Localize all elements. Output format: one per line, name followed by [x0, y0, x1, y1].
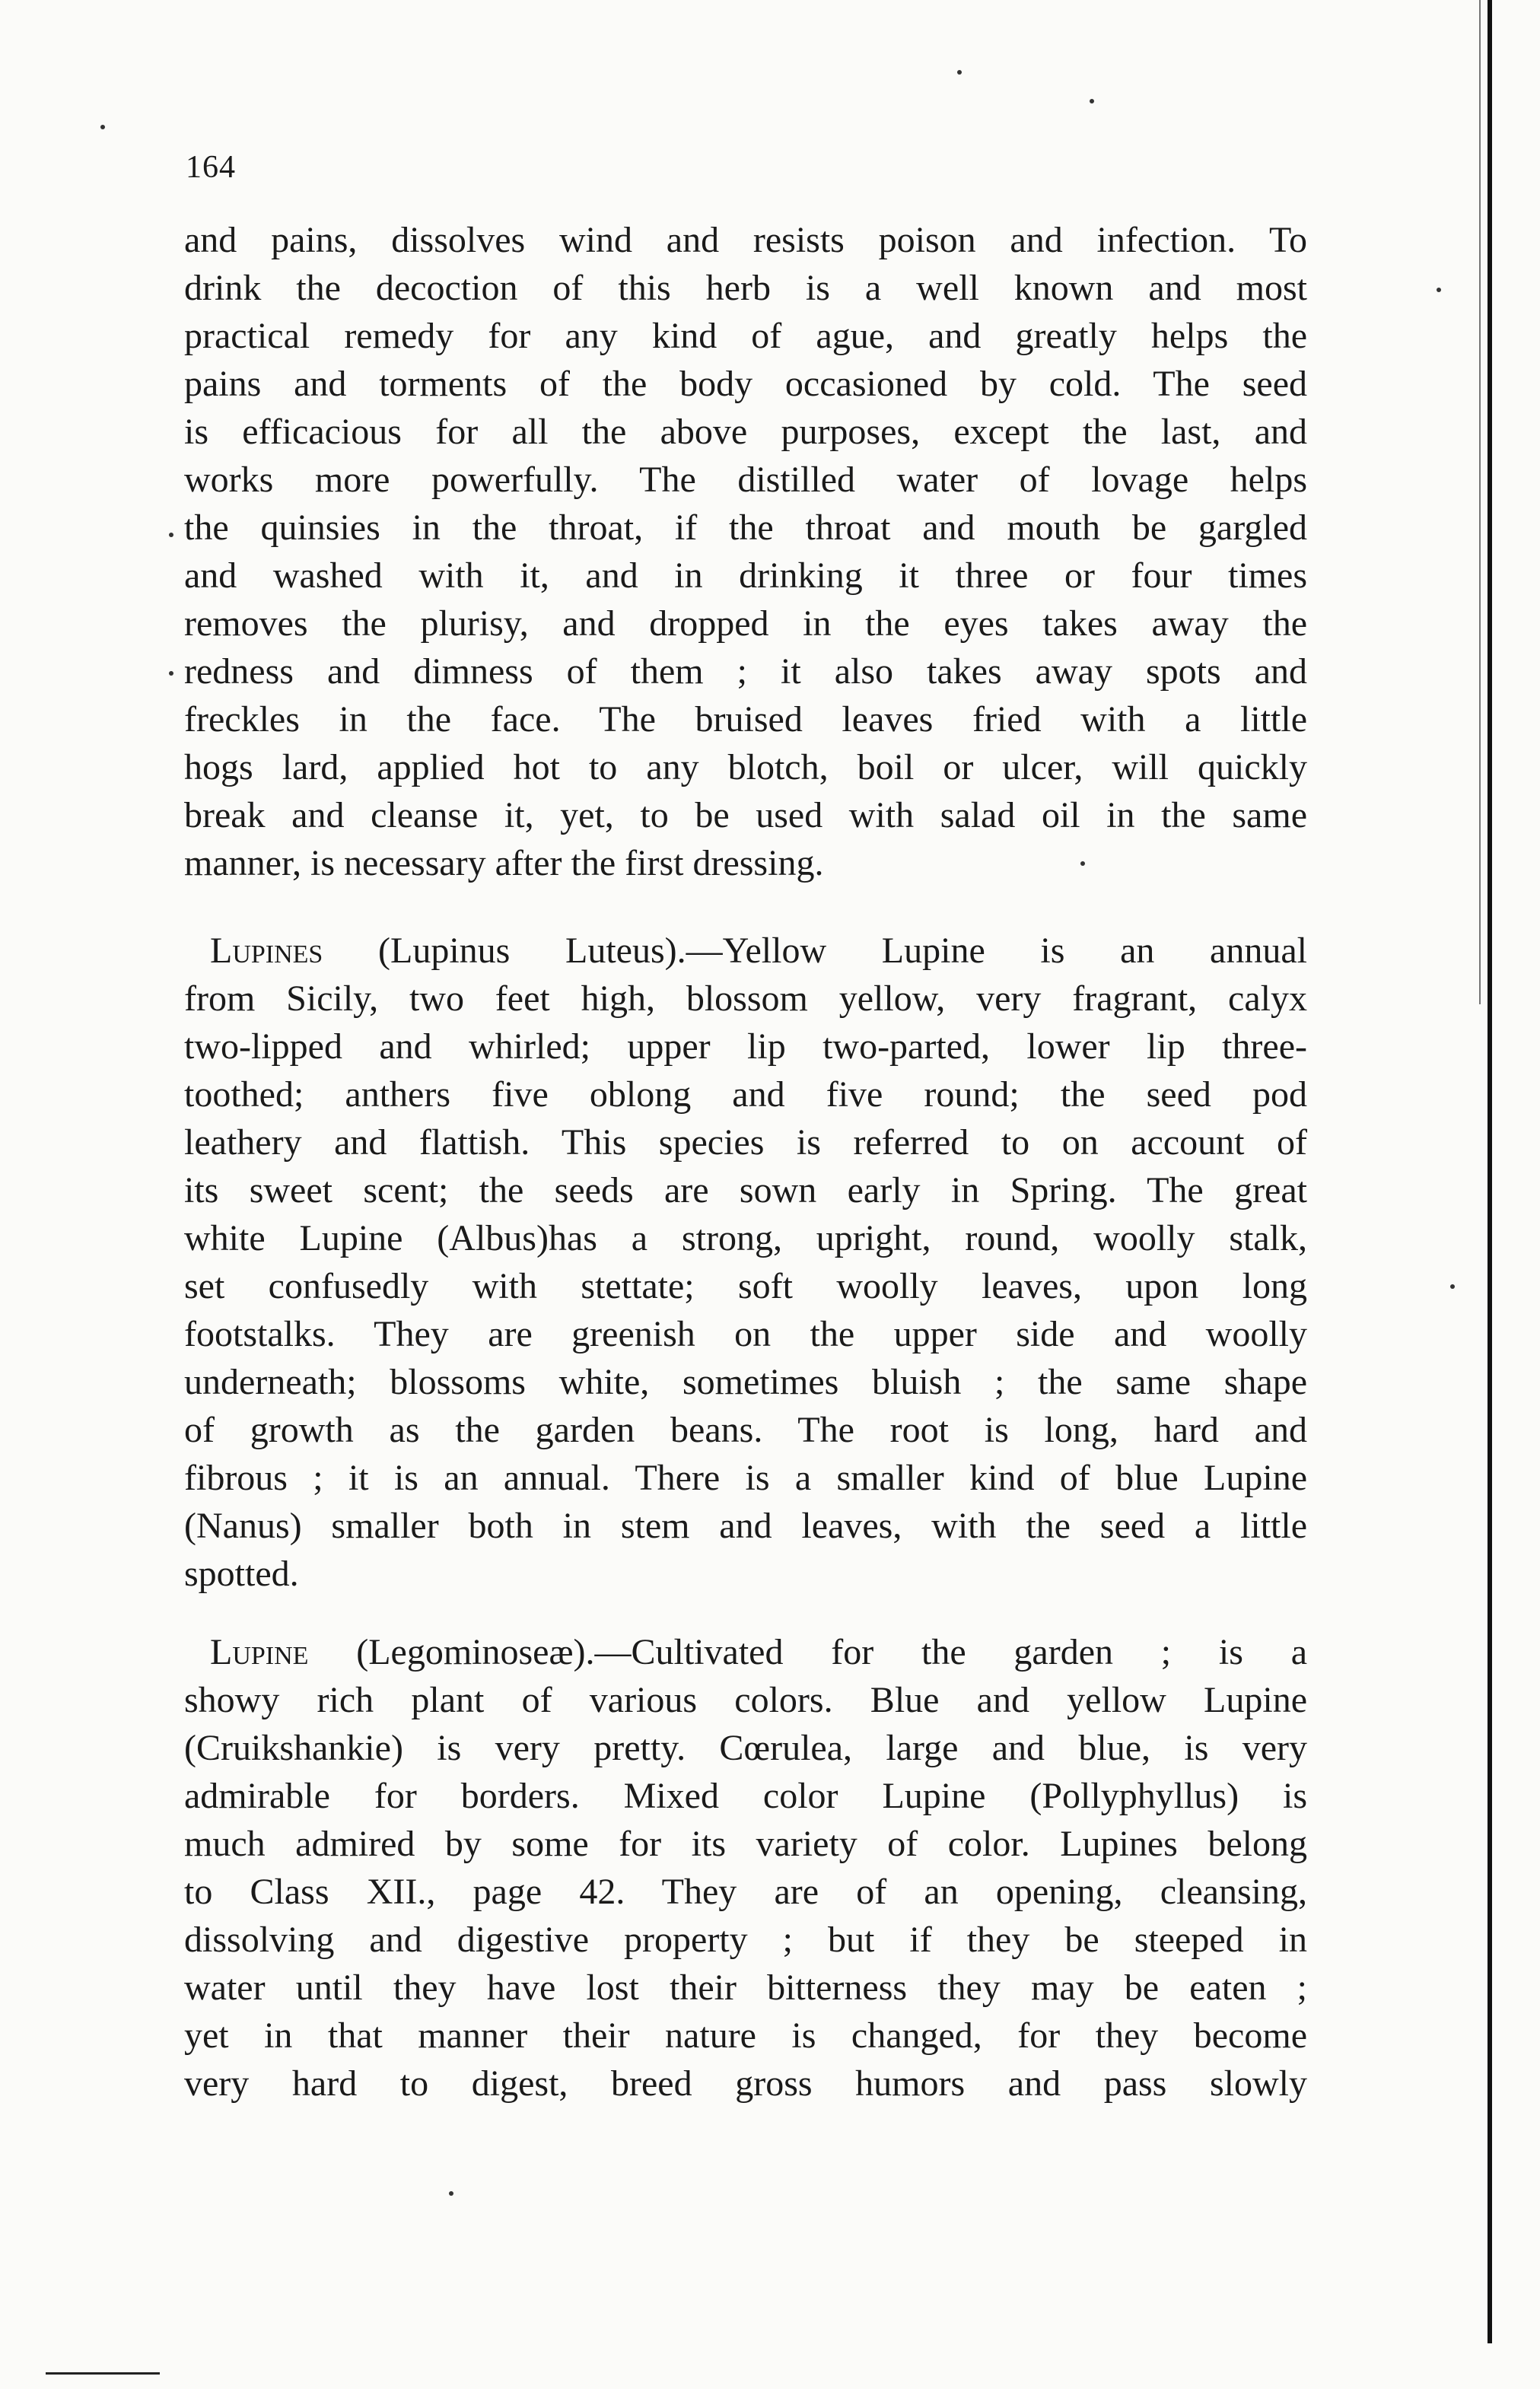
text-line: footstalks. They are greenish on the upper side and woolly [184, 1314, 1307, 1354]
text-line: to Class XII., page 42. They are of an opening, cleansing, [184, 1872, 1307, 1912]
entry-heading-lupine: Lupine [210, 1632, 309, 1672]
text-line [184, 1628, 1307, 1676]
text-line: (Nanus) smaller both in stem and leaves, with the seed a little [184, 1506, 1307, 1546]
text-line: works more powerfully. The distilled water of lovage helps [184, 460, 1307, 500]
entry-heading-lupines: Lupines [210, 930, 323, 971]
text-line: leathery and flattish. This species is referred to on account of [184, 1122, 1307, 1163]
text-line: (Cruikshankie) is very pretty. Cœrulea, large and blue, is very [184, 1728, 1307, 1768]
text-line: manner, is necessary after the first dressing. [184, 843, 824, 883]
text-line: yet in that manner their nature is changed, for they become [184, 2015, 1307, 2056]
scan-speck [1090, 99, 1094, 103]
text-line: dissolving and digestive property ; but if they be steeped in [184, 1920, 1307, 1960]
scan-speck [169, 533, 173, 537]
scan-speck [1080, 861, 1085, 866]
text-line: pains and torments of the body occasioned by cold. The seed [184, 364, 1307, 404]
text-line: admirable for borders. Mixed color Lupine (Pollyphyllus) is [184, 1776, 1307, 1816]
text-line: of growth as the garden beans. The root is long, hard and [184, 1410, 1307, 1450]
text-line-rest: (Lupinus Luteus).—Yellow Lupine is an annual [323, 930, 1307, 971]
text-line: redness and dimness of them ; it also takes away spots and [184, 651, 1307, 692]
scan-bottom-mark [46, 2372, 160, 2375]
paragraph-lupines [184, 927, 1307, 1598]
text-line: is efficacious for all the above purposes, except the last, and [184, 412, 1307, 452]
text-line: white Lupine (Albus)has a strong, upright, round, woolly stalk, [184, 1218, 1307, 1258]
text-line-rest: (Legominoseæ).—Cultivated for the garden ; is a [308, 1632, 1307, 1672]
text-line: fibrous ; it is an annual. There is a smaller kind of blue Lupine [184, 1458, 1307, 1498]
text-line: spotted. [184, 1554, 299, 1594]
text-line: much admired by some for its variety of color. Lupines belong [184, 1824, 1307, 1864]
text-line: set confusedly with stettate; soft woolly leaves, upon long [184, 1266, 1307, 1306]
text-line: from Sicily, two feet high, blossom yellow, very fragrant, calyx [184, 978, 1307, 1019]
text-line: underneath; blossoms white, sometimes bluish ; the same shape [184, 1362, 1307, 1402]
text-line: the quinsies in the throat, if the throat and mouth be gargled [184, 507, 1307, 548]
scan-edge-thin [1479, 0, 1481, 1004]
text-line: practical remedy for any kind of ague, and greatly helps the [184, 316, 1307, 356]
text-line: freckles in the face. The bruised leaves fried with a little [184, 699, 1307, 740]
page-number: 164 [186, 150, 236, 185]
scan-speck [169, 671, 173, 676]
text-line: its sweet scent; the seeds are sown early in Spring. The great [184, 1170, 1307, 1210]
scan-speck [100, 125, 105, 129]
text-line: break and cleanse it, yet, to be used with salad oil in the same [184, 795, 1307, 835]
text-line: removes the plurisy, and dropped in the eyes takes away the [184, 603, 1307, 644]
text-line: water until they have lost their bitterness they may be eaten ; [184, 1968, 1307, 2008]
text-line [184, 927, 1307, 975]
scan-speck [449, 2191, 453, 2196]
paragraph-lupine [184, 1628, 1307, 2107]
scan-speck [1450, 1284, 1455, 1289]
text-line: toothed; anthers five oblong and five round; the seed pod [184, 1074, 1307, 1115]
paragraph-lovage-continued [184, 216, 1307, 887]
text-line: two-lipped and whirled; upper lip two-parted, lower lip three- [184, 1026, 1307, 1067]
text-line: drink the decoction of this herb is a well known and most [184, 268, 1307, 308]
text-line: and pains, dissolves wind and resists poison and infection. To [184, 220, 1307, 260]
scan-speck [957, 70, 962, 75]
text-line: showy rich plant of various colors. Blue and yellow Lupine [184, 1680, 1307, 1720]
text-line: and washed with it, and in drinking it three or four times [184, 555, 1307, 596]
scan-speck [1437, 288, 1441, 292]
text-line: hogs lard, applied hot to any blotch, boil or ulcer, will quickly [184, 747, 1307, 787]
scan-edge-rule [1488, 0, 1492, 2343]
text-line: very hard to digest, breed gross humors and pass slowly [184, 2063, 1307, 2104]
